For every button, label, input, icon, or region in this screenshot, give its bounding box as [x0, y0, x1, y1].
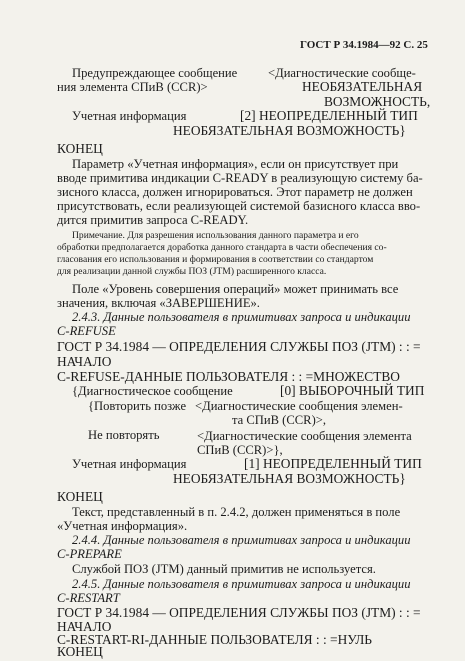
note-line: Примечание. Для разрешения использования данного параметра и его	[72, 230, 359, 241]
code-line: {Повторить позже	[88, 399, 187, 413]
code-line: C-RESTART-RI-ДАННЫЕ ПОЛЬЗОВАТЕЛЯ : : =НУЛЬ	[57, 632, 372, 647]
text-line: Службой ПОЗ (JTM) данный примитив не используется.	[72, 562, 376, 576]
code-line: КОНЕЦ	[57, 644, 103, 659]
code-line: ГОСТ Р 34.1984 — ОПРЕДЕЛЕНИЯ СЛУЖБЫ ПОЗ (JTM) : : =	[57, 339, 421, 354]
text-line: значения, включая «ЗАВЕРШЕНИЕ».	[57, 296, 260, 310]
code-line: <Диагностические сообщения элемента СПиВ (CCR)>},	[197, 429, 412, 457]
note-line: обработки предполагается доработка данного стандарта в части обеспечения со-	[57, 242, 387, 253]
code-line: {Диагностическое сообщение	[72, 384, 233, 398]
code-line: НЕОБЯЗАТЕЛЬНАЯ ВОЗМОЖНОСТЬ}	[173, 471, 406, 486]
text-line: ВОЗМОЖНОСТЬ,	[324, 94, 431, 109]
section-heading: C-PREPARE	[57, 547, 122, 561]
text-line: «Учетная информация».	[57, 519, 188, 533]
code-line: НАЧАЛО	[57, 619, 112, 634]
text-line: зисного класса, должен игнорироваться. Этот параметр не должен	[57, 185, 413, 199]
code-line: [1] НЕОПРЕДЕЛЕННЫЙ ТИП	[244, 456, 422, 471]
text-line: КОНЕЦ	[57, 141, 103, 156]
section-heading: 2.4.3. Данные пользователя в примитивах запроса и индикации	[72, 310, 411, 324]
code-line: [0] ВЫБОРОЧНЫЙ ТИП	[280, 383, 425, 398]
text-line: Учетная информация	[72, 109, 187, 123]
code-line: <Диагностические сообщения элемен-	[195, 399, 403, 413]
text-line: ния элемента СПиВ (CCR)>	[57, 80, 208, 94]
text-line: НЕОБЯЗАТЕЛЬНАЯ	[302, 79, 423, 94]
code-line: Учетная информация	[72, 457, 187, 471]
text-line: Предупреждающее сообщение	[72, 66, 238, 80]
code-line: КОНЕЦ	[57, 489, 103, 504]
text-line: присутствовать, если реализующей системой базисного класса вво-	[57, 199, 421, 213]
section-heading: C-REFUSE	[57, 324, 116, 338]
section-heading: 2.4.4. Данные пользователя в примитивах запроса и индикации	[72, 533, 411, 547]
note-line: для реализации данной службы ПОЗ (JTM) расширенного класса.	[57, 266, 327, 277]
text-line: вводе примитива индикации C-READY в реализующую систему ба-	[57, 171, 423, 185]
page-header: ГОСТ Р 34.1984—92 С. 25	[300, 39, 428, 51]
text-line: <Диагностические сообще-	[268, 66, 416, 80]
note-line: гласования его использования и формирования в соответствии со стандартом	[57, 254, 374, 265]
text-line: Поле «Уровень совершения операций» может принимать все	[72, 282, 399, 296]
code-line: ГОСТ Р 34.1984 — ОПРЕДЕЛЕНИЯ СЛУЖБЫ ПОЗ (JTM) : : =	[57, 605, 421, 620]
code-line: НАЧАЛО	[57, 354, 112, 369]
code-line: та СПиВ (CCR)>,	[232, 413, 327, 427]
code-line: Не повторять	[88, 428, 160, 442]
section-heading: 2.4.5. Данные пользователя в примитивах запроса и индикации	[72, 577, 411, 591]
text-line: дится примитив запроса C-READY.	[57, 213, 249, 227]
text-line: НЕОБЯЗАТЕЛЬНАЯ ВОЗМОЖНОСТЬ}	[173, 123, 406, 138]
text-line: Текст, представленный в п. 2.4.2, должен применяться в поле	[72, 505, 401, 519]
text-line: [2] НЕОПРЕДЕЛЕННЫЙ ТИП	[240, 108, 418, 123]
code-line: C-REFUSE-ДАННЫЕ ПОЛЬЗОВАТЕЛЯ : : =МНОЖЕСТВО	[57, 369, 400, 384]
text-line: Параметр «Учетная информация», если он присутствует при	[72, 157, 399, 171]
section-heading: C-RESTART	[57, 591, 120, 605]
